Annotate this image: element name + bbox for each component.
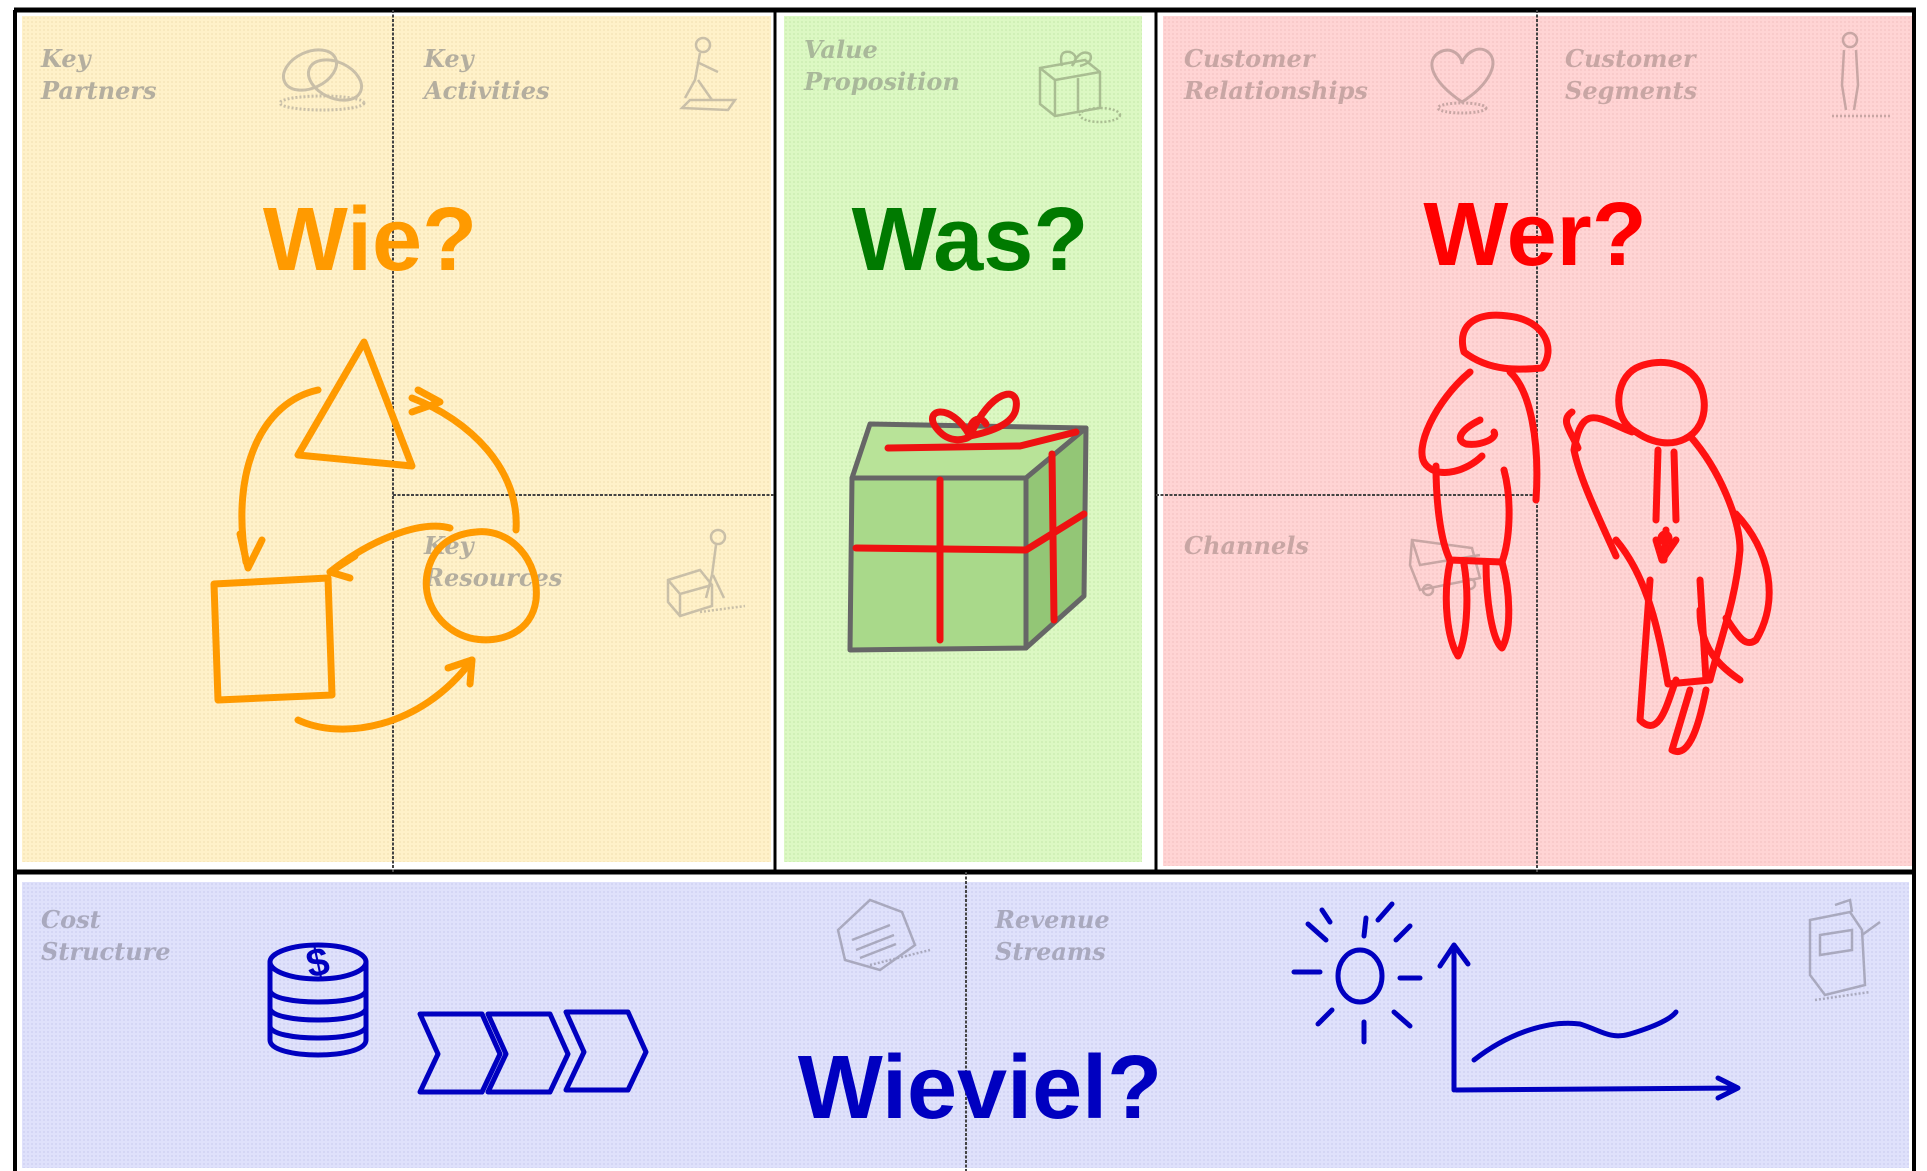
key-activities-label: Key Activities bbox=[424, 44, 550, 105]
channels-label: Channels bbox=[1184, 531, 1309, 560]
customer-relationships-label: Customer Relationships bbox=[1184, 44, 1368, 105]
how-question: Wie? bbox=[262, 190, 478, 290]
revenue-streams-label: Revenue Streams bbox=[995, 905, 1110, 966]
gift-box-sketch bbox=[850, 394, 1086, 650]
key-resources-label: Key Resources bbox=[424, 531, 563, 592]
how-zone bbox=[22, 16, 771, 862]
key-partners-label: Key Partners bbox=[41, 44, 157, 105]
coin-dollar-sign: $ bbox=[302, 939, 334, 987]
cost-structure-label: Cost Structure bbox=[41, 905, 171, 966]
how-much-question: Wieviel? bbox=[797, 1038, 1163, 1138]
who-question: Wer? bbox=[1423, 185, 1647, 285]
customer-segments-label: Customer Segments bbox=[1565, 44, 1698, 105]
value-proposition-label: Value Proposition bbox=[804, 35, 960, 96]
what-question: Was? bbox=[851, 190, 1089, 290]
